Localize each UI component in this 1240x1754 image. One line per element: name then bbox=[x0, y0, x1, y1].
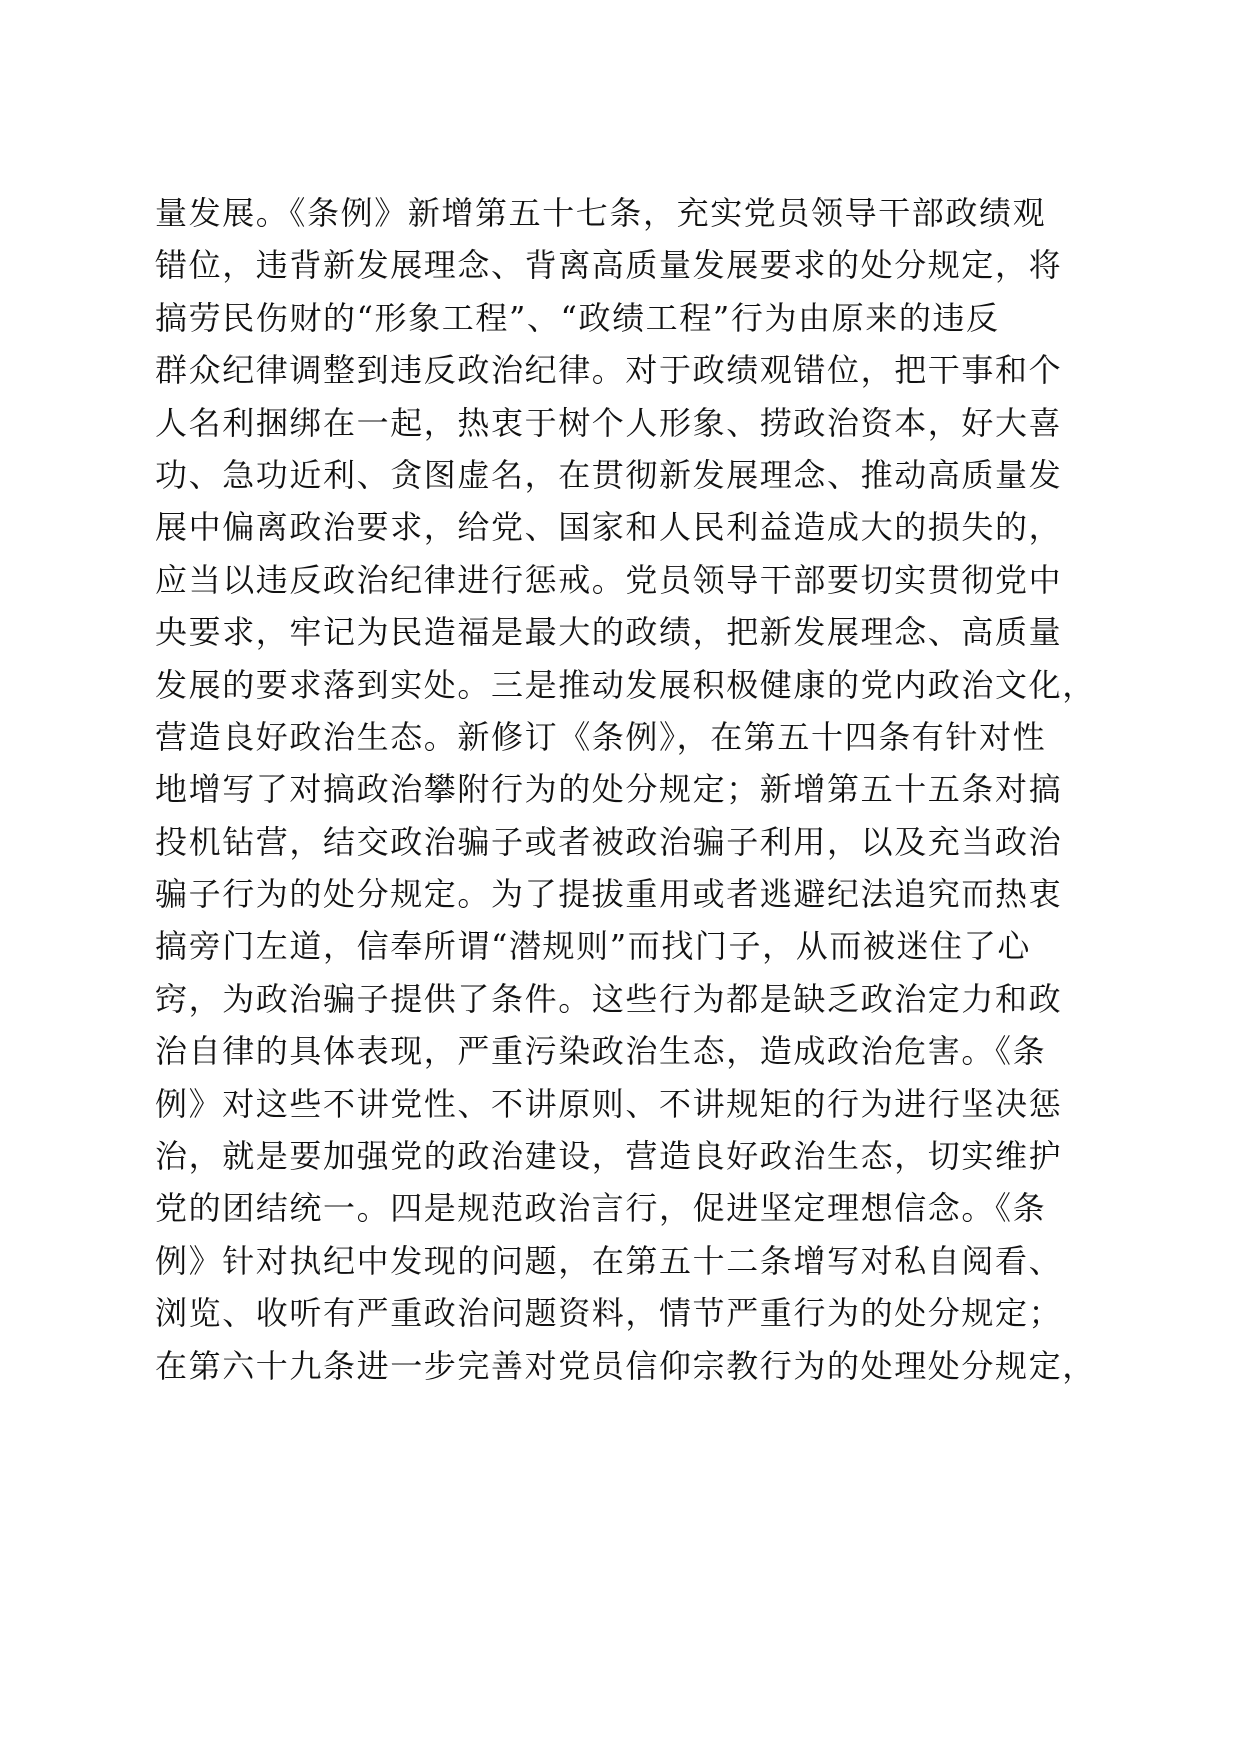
text-line: 央要求，牢记为民造福是最大的政绩，把新发展理念、高质量 bbox=[155, 613, 1063, 652]
text-line: 治，就是要加强党的政治建设，营造良好政治生态，切实维护 bbox=[155, 1137, 1063, 1176]
text-line: 发展的要求落到实处。三是推动发展积极健康的党内政治文化， bbox=[155, 665, 1096, 704]
text-line: 搞旁门左道，信奉所谓“潜规则”而找门子，从而被迷住了心 bbox=[155, 927, 1031, 966]
text-line: 人名利捆绑在一起，热衷于树个人形象、捞政治资本，好大喜 bbox=[155, 403, 1063, 442]
body-text bbox=[155, 187, 1096, 1392]
text-line: 群众纪律调整到违反政治纪律。对于政绩观错位，把干事和个 bbox=[155, 351, 1063, 390]
text-line: 营造良好政治生态。新修订《条例》，在第五十四条有针对性 bbox=[155, 717, 1047, 756]
text-line: 浏览、收听有严重政治问题资料，情节严重行为的处分规定； bbox=[155, 1294, 1063, 1333]
text-line: 功、急功近利、贪图虚名，在贯彻新发展理念、推动高质量发 bbox=[155, 455, 1063, 494]
text-line: 地增写了对搞政治攀附行为的处分规定；新增第五十五条对搞 bbox=[155, 770, 1063, 809]
text-line: 投机钻营，结交政治骗子或者被政治骗子利用，以及充当政治 bbox=[155, 822, 1063, 861]
text-line: 骗子行为的处分规定。为了提拔重用或者逃避纪法追究而热衷 bbox=[155, 875, 1063, 914]
text-line: 在第六十九条进一步完善对党员信仰宗教行为的处理处分规定， bbox=[155, 1346, 1096, 1385]
text-line: 错位，违背新发展理念、背离高质量发展要求的处分规定，将 bbox=[155, 246, 1063, 285]
text-line: 治自律的具体表现，严重污染政治生态，造成政治危害。《条 bbox=[155, 1032, 1047, 1071]
text-line: 展中偏离政治要求，给党、国家和人民利益造成大的损失的， bbox=[155, 508, 1063, 547]
text-line: 例》对这些不讲党性、不讲原则、不讲规矩的行为进行坚决惩 bbox=[155, 1084, 1063, 1123]
text-line: 应当以违反政治纪律进行惩戒。党员领导干部要切实贯彻党中 bbox=[155, 560, 1063, 599]
text-line: 搞劳民伤财的“形象工程”、“政绩工程”行为由原来的违反 bbox=[155, 298, 1000, 337]
text-line: 量发展。《条例》新增第五十七条，充实党员领导干部政绩观 bbox=[155, 194, 1047, 232]
text-line: 例》针对执纪中发现的问题，在第五十二条增写对私自阅看、 bbox=[155, 1241, 1063, 1280]
text-line: 党的团结统一。四是规范政治言行，促进坚定理想信念。《条 bbox=[155, 1189, 1047, 1228]
text-line: 窍，为政治骗子提供了条件。这些行为都是缺乏政治定力和政 bbox=[155, 979, 1063, 1018]
